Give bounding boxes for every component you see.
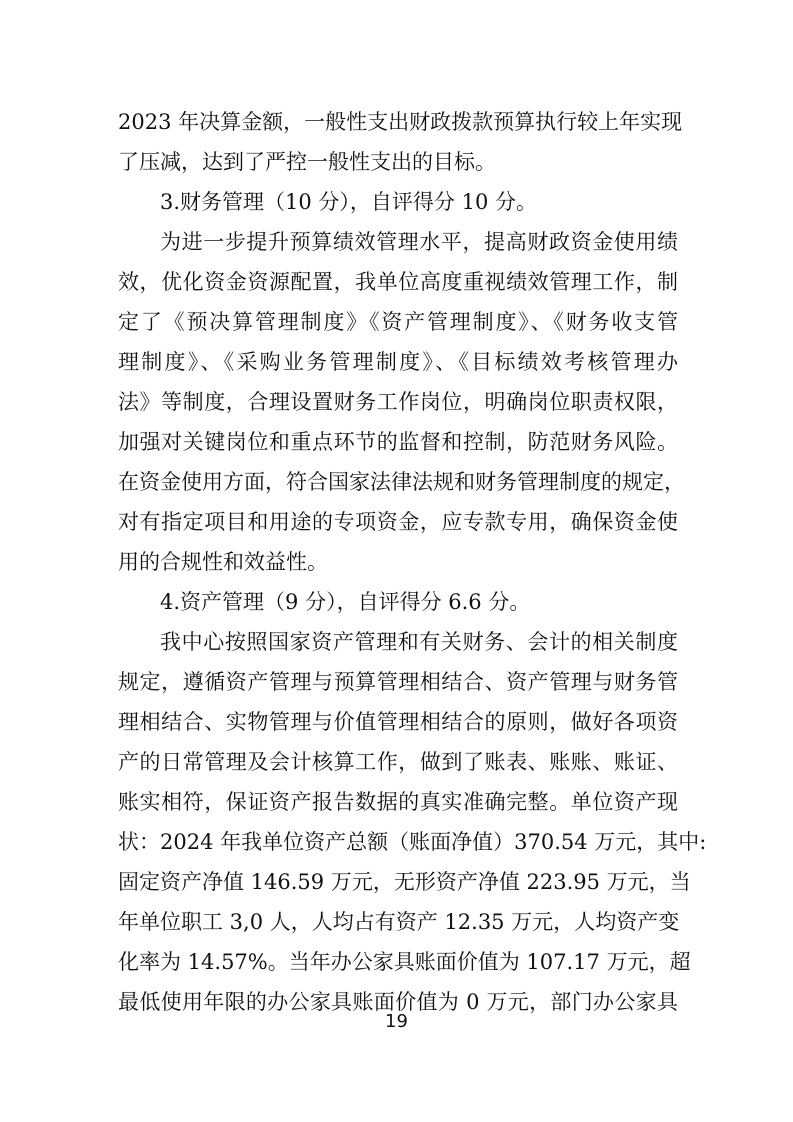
text-line: 化率为 14.57%。当年办公家具账面价值为 107.17 万元，超 — [118, 950, 691, 974]
section-heading-asset-management: 4.资产管理（9 分），自评得分 6.6 分。 — [160, 590, 531, 614]
text-line: 账实相符，保证资产报告数据的真实准确完整。单位资产现 — [118, 790, 678, 814]
text-line: 理相结合、实物管理与价值管理相结合的原则，做好各项资 — [118, 710, 678, 734]
text-line: 固定资产净值 146.59 万元，无形资产净值 223.95 万元，当 — [118, 870, 691, 894]
text-line: 2023 年决算金额，一般性支出财政拨款预算执行较上年实现 — [118, 110, 683, 134]
text-line: 法》等制度，合理设置财务工作岗位，明确岗位职责权限， — [118, 390, 678, 414]
text-line: 我中心按照国家资产管理和有关财务、会计的相关制度 — [160, 630, 678, 654]
text-line: 效，优化资金资源配置，我单位高度重视绩效管理工作，制 — [118, 270, 678, 294]
text-line: 最低使用年限的办公家具账面价值为 0 万元，部门办公家具 — [118, 990, 678, 1014]
text-line: 对有指定项目和用途的专项资金，应专款专用，确保资金使 — [118, 510, 678, 534]
text-line: 在资金使用方面，符合国家法律法规和财务管理制度的规定， — [118, 470, 685, 494]
text-line: 状：2024 年我单位资产总额（账面净值）370.54 万元，其中: — [118, 830, 707, 854]
text-line: 定了《预决算管理制度》《资产管理制度》、《财务收支管 — [118, 310, 678, 334]
text-line: 了压减，达到了严控一般性支出的目标。 — [118, 150, 496, 174]
text-line: 为进一步提升预算绩效管理水平，提高财政资金使用绩 — [160, 230, 678, 254]
text-line: 产的日常管理及会计核算工作，做到了账表、账账、账证、 — [118, 750, 678, 774]
text-line: 年单位职工 3,0 人，人均占有资产 12.35 万元，人均资产变 — [118, 910, 680, 934]
page-number: 19 — [385, 1011, 408, 1032]
text-line: 理制度》、《采购业务管理制度》、《目标绩效考核管理办 — [118, 350, 678, 374]
text-line: 用的合规性和效益性。 — [118, 550, 328, 574]
text-line: 规定，遵循资产管理与预算管理相结合、资产管理与财务管 — [118, 670, 678, 694]
section-heading-financial-management: 3.财务管理（10 分），自评得分 10 分。 — [160, 190, 538, 214]
text-line: 加强对关键岗位和重点环节的监督和控制，防范财务风险。 — [118, 430, 678, 454]
